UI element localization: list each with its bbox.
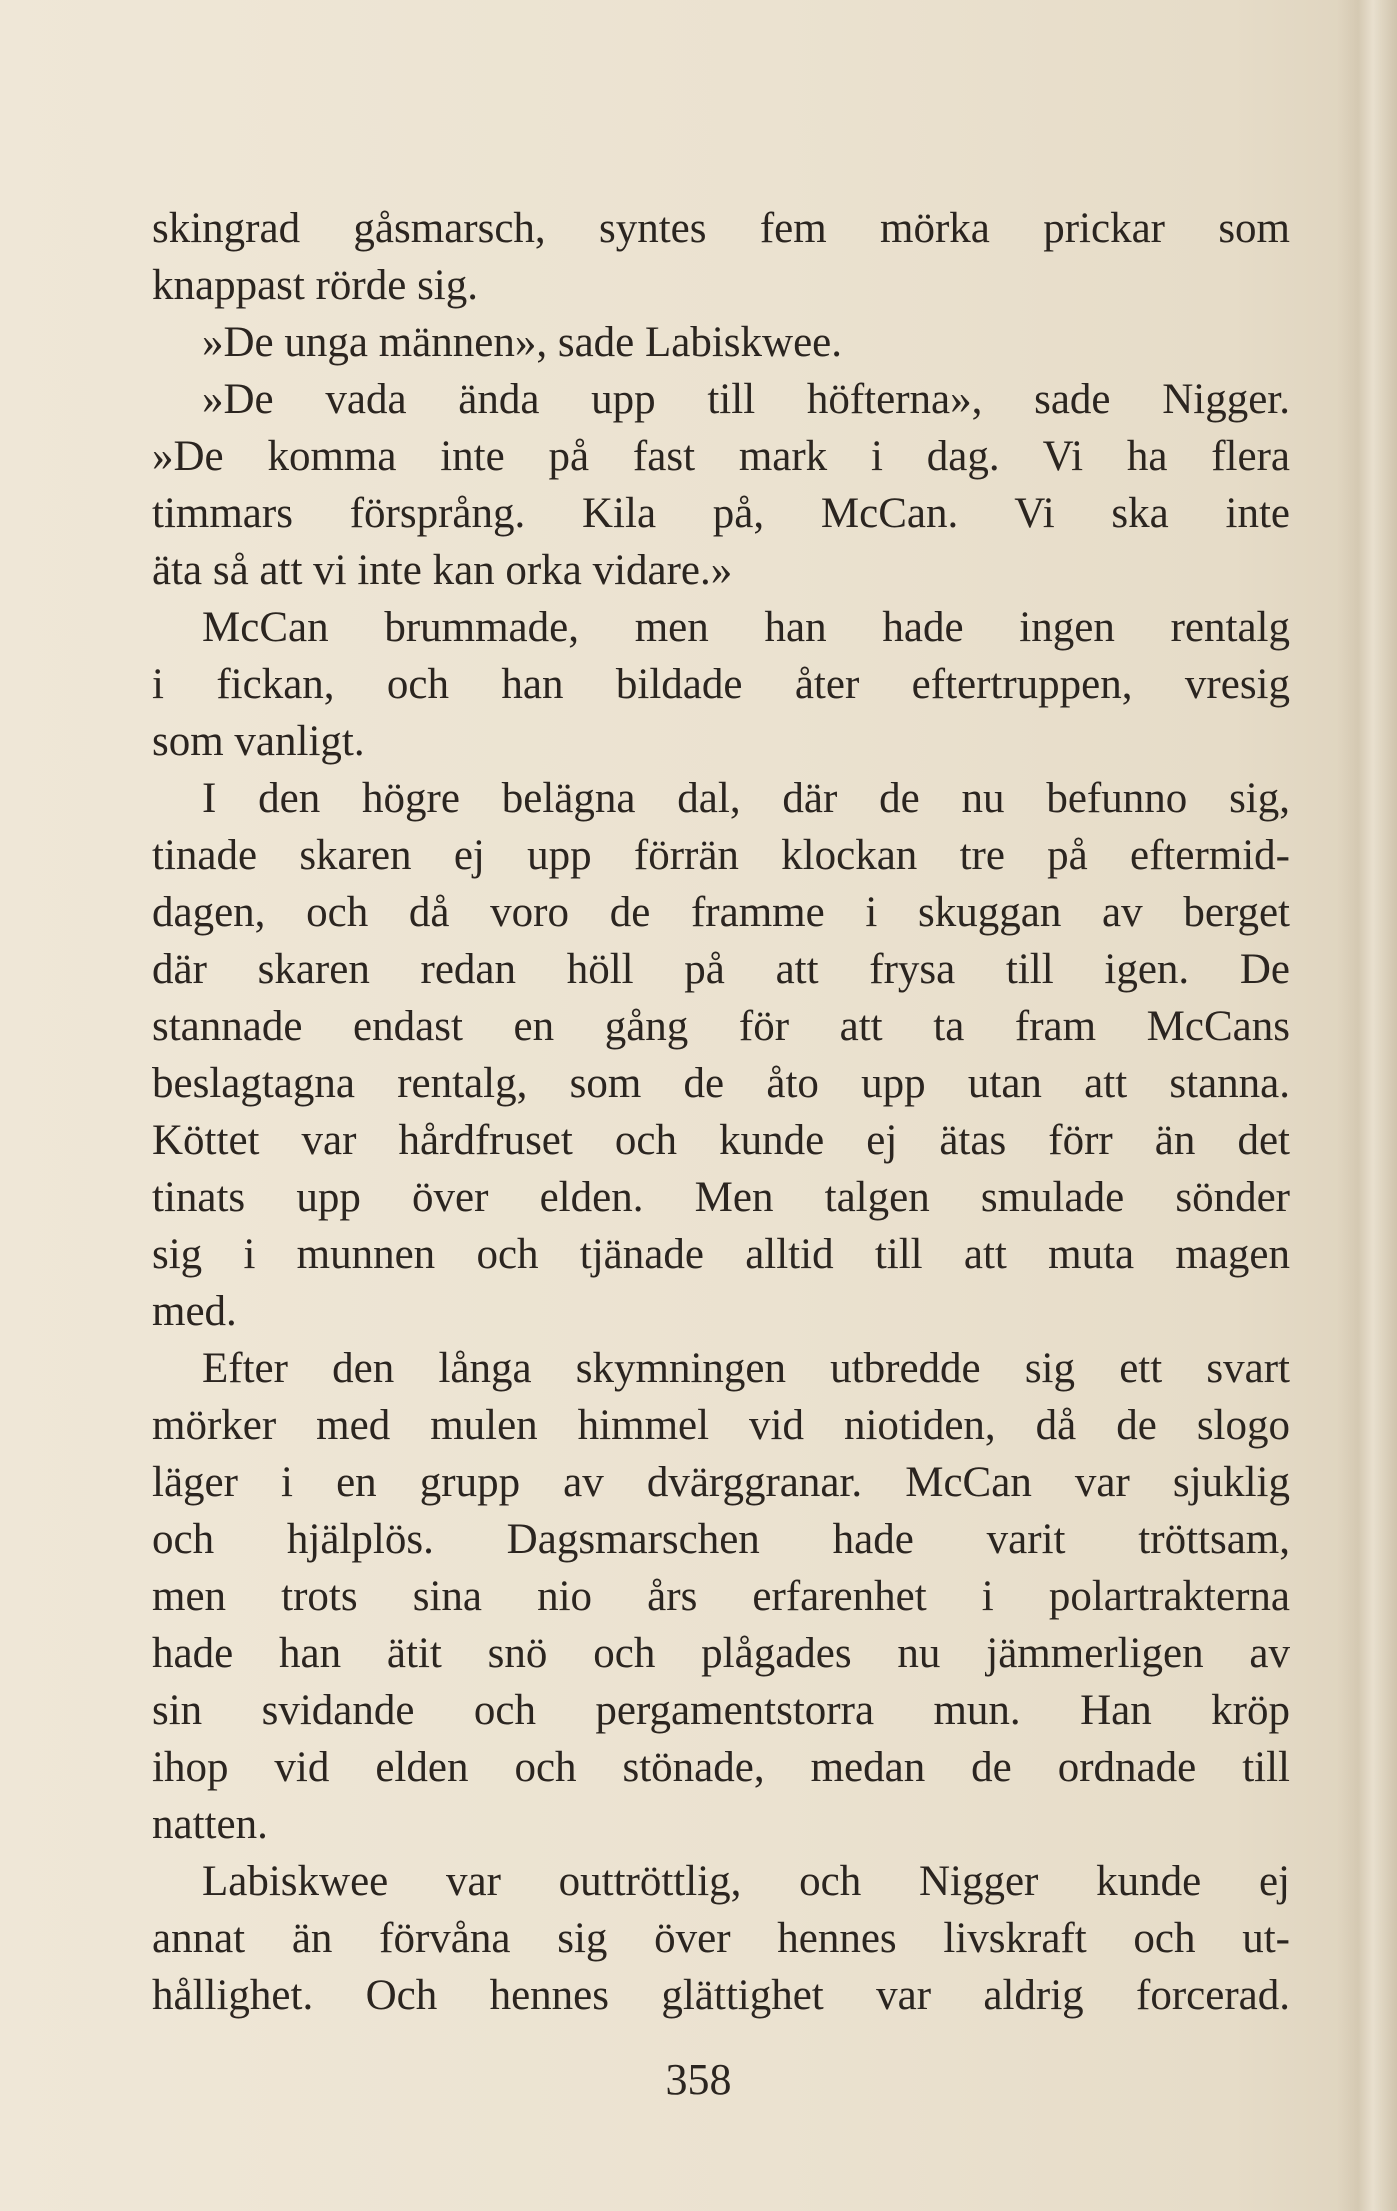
- text-line: »De vada ända upp till höfterna», sade Nigger.: [202, 376, 1290, 423]
- text-line: men trots sina nio års erfarenhet i polartrakterna: [152, 1573, 1290, 1620]
- text-line: mörker med mulen himmel vid niotiden, då de slogo: [152, 1402, 1290, 1449]
- text-line: som vanligt.: [152, 718, 365, 765]
- text-line: i fickan, och han bildade åter eftertruppen, vresig: [152, 661, 1290, 708]
- text-line: tinats upp över elden. Men talgen smulade sönder: [152, 1174, 1290, 1221]
- text-line: timmars försprång. Kila på, McCan. Vi ska inte: [152, 490, 1290, 537]
- text-line: natten.: [152, 1801, 268, 1848]
- text-line: Köttet var hårdfruset och kunde ej ätas förr än det: [152, 1117, 1290, 1164]
- text-line: hållighet. Och hennes glättighet var aldrig forcerad.: [152, 1972, 1290, 2019]
- text-line: beslagtagna rentalg, som de åto upp utan att stanna.: [152, 1060, 1290, 1107]
- text-line: Labiskwee var outtröttlig, och Nigger kunde ej: [202, 1858, 1290, 1905]
- body-text: [152, 200, 1290, 2024]
- text-line: annat än förvåna sig över hennes livskraft och ut-: [152, 1915, 1290, 1962]
- text-line: och hjälplös. Dagsmarschen hade varit tröttsam,: [152, 1516, 1290, 1563]
- text-line: läger i en grupp av dvärggranar. McCan var sjuklig: [152, 1459, 1290, 1506]
- text-line: ihop vid elden och stönade, medan de ordnade till: [152, 1744, 1290, 1791]
- text-line: äta så att vi inte kan orka vidare.»: [152, 547, 733, 594]
- text-line: där skaren redan höll på att frysa till igen. De: [152, 946, 1290, 993]
- text-line: tinade skaren ej upp förrän klockan tre på eftermid-: [152, 832, 1290, 879]
- text-line: knappast rörde sig.: [152, 262, 479, 309]
- text-line: sin svidande och pergamentstorra mun. Han kröp: [152, 1687, 1290, 1734]
- text-line: Efter den långa skymningen utbredde sig ett svart: [202, 1345, 1290, 1392]
- text-line: med.: [152, 1288, 237, 1335]
- text-line: I den högre belägna dal, där de nu befunno sig,: [202, 775, 1290, 822]
- page-number: 358: [665, 2055, 732, 2104]
- text-line: stannade endast en gång för att ta fram McCans: [152, 1003, 1290, 1050]
- text-line: McCan brummade, men han hade ingen rentalg: [202, 604, 1290, 651]
- text-line: sig i munnen och tjänade alltid till att muta magen: [152, 1231, 1290, 1278]
- text-line: skingrad gåsmarsch, syntes fem mörka prickar som: [152, 205, 1290, 252]
- page-gutter: [1337, 0, 1397, 2211]
- text-line: dagen, och då voro de framme i skuggan av berget: [152, 889, 1290, 936]
- text-line: »De unga männen», sade Labiskwee.: [202, 319, 843, 366]
- text-line: »De komma inte på fast mark i dag. Vi ha flera: [152, 433, 1290, 480]
- text-line: hade han ätit snö och plågades nu jämmerligen av: [152, 1630, 1290, 1677]
